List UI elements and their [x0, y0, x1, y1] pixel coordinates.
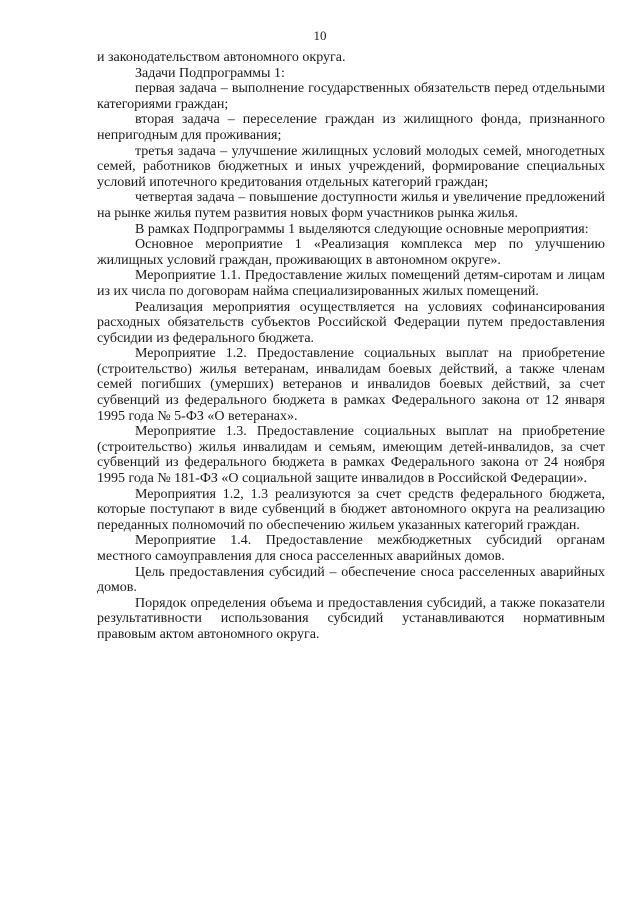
page-number: 10 [313, 28, 327, 43]
paragraph-measures-1-2-1-3-funding: Мероприятия 1.2, 1.3 реализуются за счет средств федерального бюджета, которые поступают в виде субвенций в бюджет автономного округа на реализацию переданных полномочий по обеспечению жильем указанных категорий граждан. [97, 486, 605, 533]
paragraph-measure-1-1: Мероприятие 1.1. Предоставление жилых помещений детям-сиротам и лицам из их числа по договорам найма специализированных жилых помещений. [97, 268, 605, 299]
paragraph-main-measure-1: Основное мероприятие 1 «Реализация комплекса мер по улучшению жилищных условий граждан, проживающих в автономном округе». [97, 237, 605, 268]
paragraph-subsidy-goal: Цель предоставления субсидий – обеспечение сноса расселенных аварийных домов. [97, 564, 605, 596]
paragraph-task-4: четвертая задача – повышение доступности жилья и увеличение предложений на рынке жилья путем развития новых форм участников рынка жилья. [97, 190, 605, 221]
paragraph-measures-intro: В рамках Подпрограммы 1 выделяются следующие основные мероприятия: [135, 221, 589, 237]
paragraph-measure-1-2: Мероприятие 1.2. Предоставление социальных выплат на приобретение (строительство) жилья ветеранам, инвалидам боевых действий, а также членам семей погибших (умерших) ветеранов и инвалидов боевых действий, за счет субвенций из федерального бюджета в рамках Федерального закона от 12 января 1995 года № 5-ФЗ «О ветеранах». [97, 346, 605, 424]
paragraph-task-3: третья задача – улучшение жилищных условий молодых семей, многодетных семей, работников бюджетных и иных учреждений, формирование специальных условий ипотечного кредитования отдельных категорий граждан; [97, 143, 605, 190]
paragraph-subsidy-procedure: Порядок определения объема и предоставления субсидий, а также показатели результативности использования субсидий устанавливаются нормативным правовым актом автономного округа. [97, 595, 605, 642]
paragraph-continuation: и законодательством автономного округа. [97, 50, 346, 65]
paragraph-measure-1-1-funding: Реализация мероприятия осуществляется на условиях софинансирования расходных обязательств субъектов Российской Федерации путем предоставления субсидии из федерального бюджета. [97, 299, 605, 346]
paragraph-measure-1-3: Мероприятие 1.3. Предоставление социальных выплат на приобретение (строительство) жилья инвалидам и семьям, имеющим детей-инвалидов, за счет субвенций из федерального бюджета в рамках Федерального закона от 24 ноября 1995 года № 181-ФЗ «О социальной защите инвалидов в Российской Федерации». [97, 424, 605, 487]
paragraph-measure-1-4: Мероприятие 1.4. Предоставление межбюджетных субсидий органам местного самоуправления для сноса расселенных аварийных домов. [97, 533, 605, 564]
document-body [97, 50, 605, 643]
paragraph-task-1: первая задача – выполнение государственных обязательств перед отдельными категориями граждан; [97, 81, 605, 112]
paragraph-task-2: вторая задача – переселение граждан из жилищного фонда, признанного непригодным для проживания; [97, 112, 605, 143]
paragraph-tasks-heading: Задачи Подпрограммы 1: [135, 65, 285, 81]
